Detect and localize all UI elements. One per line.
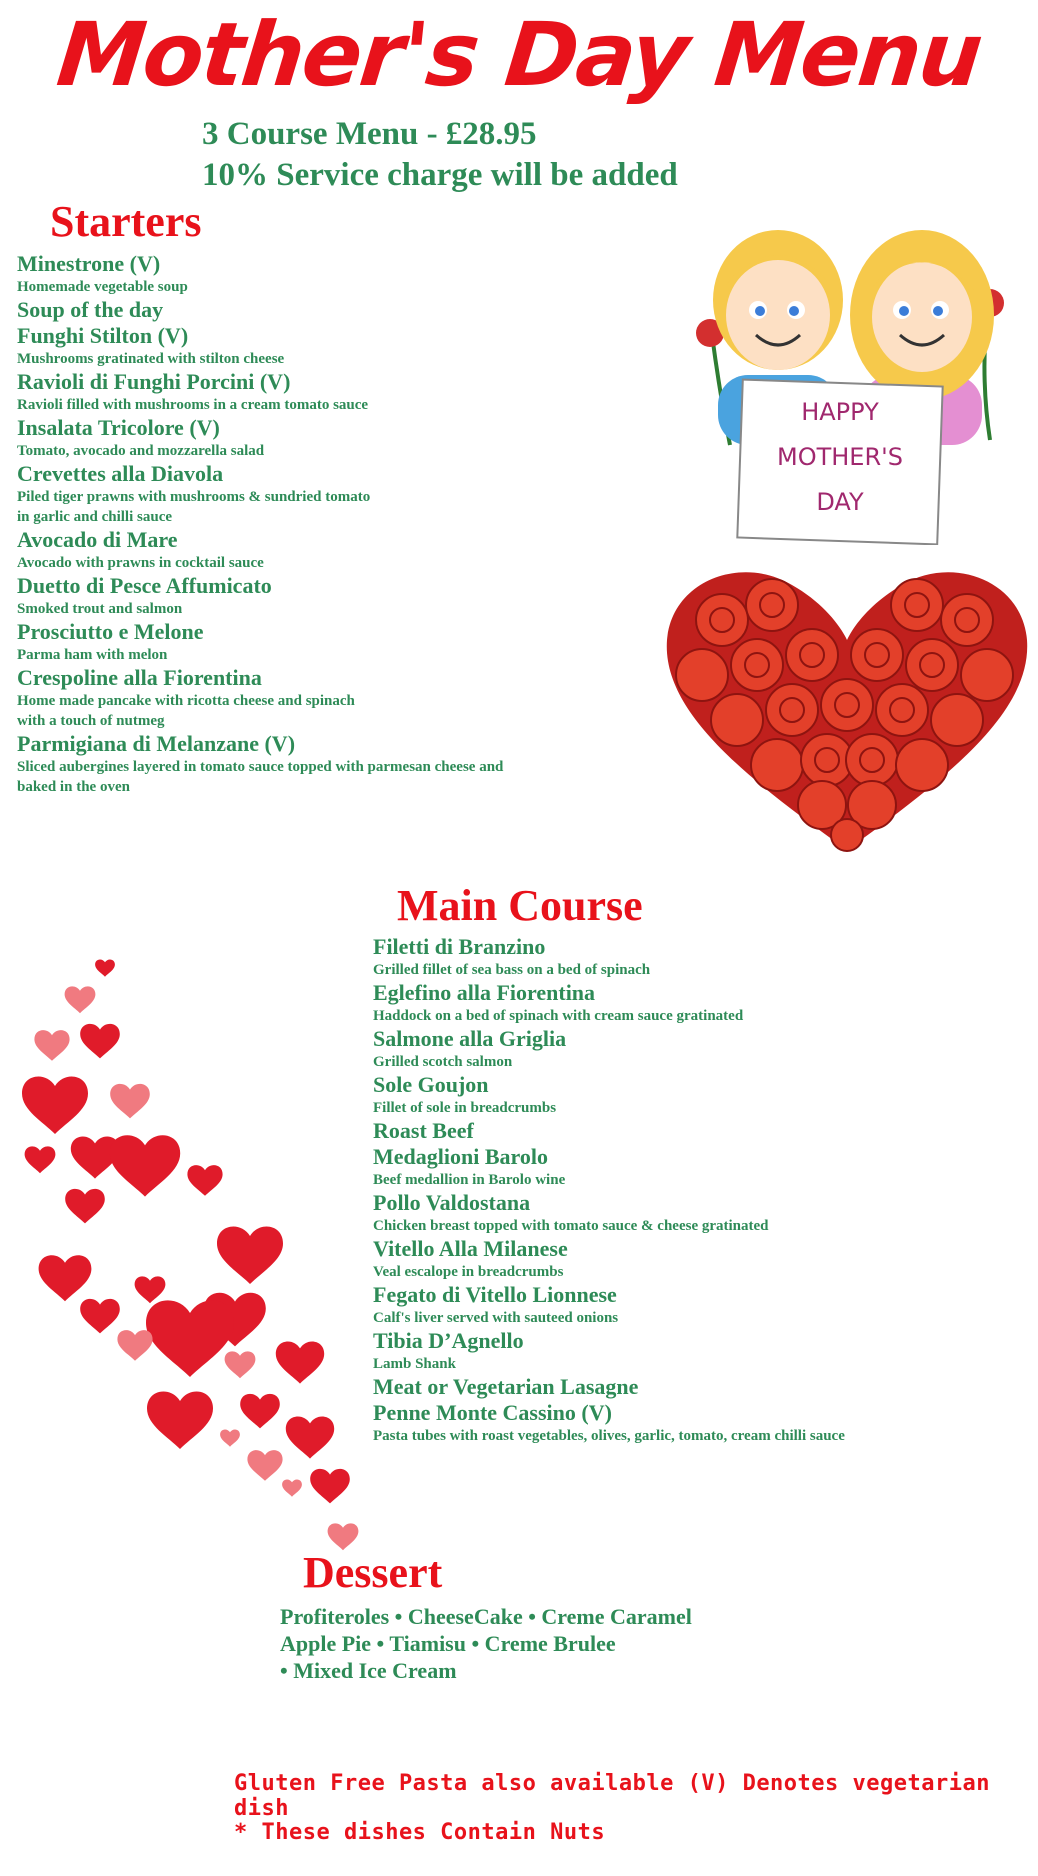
dish-name: Vitello Alla Milanese (373, 1236, 568, 1261)
dish-description: Smoked trout and salmon (17, 601, 183, 617)
sign-text: HAPPY (801, 398, 879, 426)
dessert-line: • Mixed Ice Cream (280, 1658, 457, 1683)
dish-description: Sliced aubergines layered in tomato sauce topped with parmesan cheese and (17, 759, 504, 775)
list-item (373, 1400, 1023, 1446)
list-item (373, 1236, 1023, 1282)
page-title: Mother's Day Menu (52, 3, 986, 106)
list-item (373, 980, 1023, 1026)
dish-name: Funghi Stilton (V) (17, 323, 189, 348)
list-item (373, 934, 1023, 980)
dish-description: Mushrooms gratinated with stilton cheese (17, 351, 285, 367)
sign-text: DAY (816, 488, 864, 516)
list-item (17, 619, 657, 665)
list-item (373, 1144, 1023, 1190)
dish-description: in garlic and chilli sauce (17, 509, 173, 525)
list-item (373, 1190, 1023, 1236)
dish-description: Veal escalope in breadcrumbs (373, 1264, 564, 1280)
sign-text: MOTHER'S (777, 443, 903, 471)
service-charge-line: 10% Service charge will be added (202, 157, 678, 193)
dish-name: Crevettes alla Diavola (17, 461, 224, 486)
list-item (17, 527, 657, 573)
dish-name: Crespoline alla Fiorentina (17, 665, 262, 690)
dessert-line: Profiteroles • CheeseCake • Creme Caramel (280, 1604, 692, 1629)
dish-name: Prosciutto e Melone (17, 619, 204, 644)
dish-description: Beef medallion in Barolo wine (373, 1172, 566, 1188)
dish-description: Tomato, avocado and mozzarella salad (17, 443, 265, 459)
dish-description: Piled tiger prawns with mushrooms & sundried tomato (17, 489, 371, 505)
main-course-list (373, 934, 1023, 1446)
dish-description: Chicken breast topped with tomato sauce & cheese gratinated (373, 1218, 769, 1234)
list-item (373, 1072, 1023, 1118)
list-item (373, 1026, 1023, 1072)
dish-name: Medaglioni Barolo (373, 1144, 548, 1169)
gluten-free-note: Gluten Free Pasta also available (V) Denotes vegetarian dish (234, 1771, 990, 1821)
list-item (17, 251, 657, 297)
dish-name: Insalata Tricolore (V) (17, 415, 220, 440)
dish-description: Haddock on a bed of spinach with cream sauce gratinated (373, 1008, 744, 1024)
dish-name: Tibia D’Agnello (373, 1328, 524, 1353)
dish-name: Soup of the day (17, 297, 164, 322)
dessert-list (280, 1603, 692, 1684)
list-item (373, 1328, 1023, 1374)
kids-sign-illustration (690, 205, 1010, 545)
list-item (17, 323, 657, 369)
list-item (373, 1118, 1023, 1144)
dish-description: Fillet of sole in breadcrumbs (373, 1100, 557, 1116)
dish-description: Ravioli filled with mushrooms in a cream tomato sauce (17, 397, 369, 413)
dish-name: Sole Goujon (373, 1072, 489, 1097)
list-item (17, 573, 657, 619)
dish-description: Calf's liver served with sauteed onions (373, 1310, 619, 1326)
dish-name: Minestrone (V) (17, 251, 161, 276)
dish-description: Homemade vegetable soup (17, 279, 188, 295)
dish-name: Fegato di Vitello Lionnese (373, 1282, 617, 1307)
nuts-note: * These dishes Contain Nuts (234, 1820, 606, 1845)
dish-description: Avocado with prawns in cocktail sauce (17, 555, 264, 571)
dish-name: Pollo Valdostana (373, 1190, 531, 1215)
dessert-title: Dessert (303, 1548, 443, 1597)
list-item (17, 731, 657, 797)
dish-name: Roast Beef (373, 1118, 474, 1143)
list-item (17, 461, 657, 527)
dish-name: Avocado di Mare (17, 527, 178, 552)
dish-name: Duetto di Pesce Affumicato (17, 573, 272, 598)
rose-heart-image (662, 560, 1032, 860)
dish-description: Grilled scotch salmon (373, 1054, 513, 1070)
dish-description: Pasta tubes with roast vegetables, olives, garlic, tomato, cream chilli sauce (373, 1428, 845, 1444)
dish-description: with a touch of nutmeg (17, 713, 165, 729)
dish-description: Grilled fillet of sea bass on a bed of spinach (373, 962, 651, 978)
list-item (17, 665, 657, 731)
dish-name: Ravioli di Funghi Porcini (V) (17, 369, 291, 394)
starters-list (17, 251, 657, 797)
dish-name: Salmone alla Griglia (373, 1026, 567, 1051)
main-course-title: Main Course (397, 881, 643, 930)
hearts-decoration (10, 950, 370, 1560)
dish-description: Lamb Shank (373, 1356, 456, 1372)
dish-name: Meat or Vegetarian Lasagne (373, 1374, 639, 1399)
dish-name: Parmigiana di Melanzane (V) (17, 731, 296, 756)
list-item (373, 1374, 1023, 1400)
dish-description: Home made pancake with ricotta cheese and spinach (17, 693, 355, 709)
dish-name: Eglefino alla Fiorentina (373, 980, 596, 1005)
dish-description: baked in the oven (17, 779, 130, 795)
list-item (17, 297, 657, 323)
list-item (17, 415, 657, 461)
price-line: 3 Course Menu - £28.95 (202, 116, 537, 152)
dessert-line: Apple Pie • Tiamisu • Creme Brulee (280, 1631, 616, 1656)
starters-title: Starters (50, 197, 202, 246)
dish-name: Filetti di Branzino (373, 934, 546, 959)
list-item (17, 369, 657, 415)
dish-description: Parma ham with melon (17, 647, 168, 663)
dish-name: Penne Monte Cassino (V) (373, 1400, 612, 1425)
list-item (373, 1282, 1023, 1328)
